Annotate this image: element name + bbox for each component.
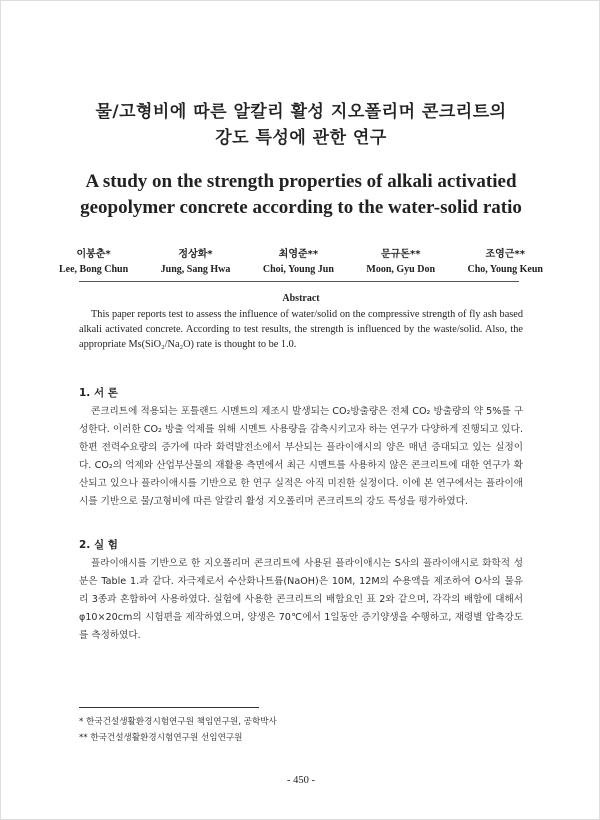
author-3-english-name: Choi, Young Jun [262,264,334,275]
section-2-heading: 2. 실 험 [79,539,118,551]
author-list [59,245,543,275]
author-4-english-name: Moon, Gyu Don [366,264,436,275]
footnote-2: ** 한국건설생활환경시험연구원 선임연구원 [79,733,243,743]
section-2-text: 플라이애시를 기반으로 한 지오폴리머 콘크리트에 사용된 플라이애시는 S사의 플라이애시로 화학적 성분은 Table 1.과 같다. 자극제로서 수산화나트륨(NaOH)은 10M, 12M의 수용액을 제조하여 O사의 물유리 3종과 혼합하여 사용하였다. 실험에 사용한 콘크리트의 배합요인 표 2와 같으며, 각각의 배합에 대해서 φ10×20cm의 시험편을 제작하였으며, 양생은 70℃에서 1일동안 증기양생을 수행하고, 재령별 압축강도를 측정하였다. [79,558,523,641]
page-number: - 450 - [287,775,315,786]
author-5-korean-name: 조영근** [485,249,525,260]
author-1-korean-name: 이봉춘* [76,249,111,260]
author-2 [161,245,231,275]
abstract-heading: Abstract [282,293,320,304]
author-divider [79,281,519,282]
author-1 [59,245,128,275]
korean-title-line-1: 물/고형비에 따른 알칼리 활성 지오폴리머 콘크리트의 [95,102,507,122]
author-5-english-name: Cho, Young Keun [467,264,543,275]
author-2-english-name: Jung, Sang Hwa [160,264,231,275]
footnote-1: * 한국건설생활환경시험연구원 책임연구원, 공학박사 [79,717,277,727]
section-1-heading: 1. 서 론 [79,387,118,399]
author-4-korean-name: 문규돈** [380,249,421,260]
author-3-korean-name: 최영준** [278,249,319,260]
english-title-line-2: geopolymer concrete according to the water-solid ratio [80,197,522,218]
english-title-line-1: A study on the strength properties of alkali activatied [85,171,517,192]
author-1-english-name: Lee, Bong Chun [59,264,129,275]
footnote-divider [79,707,259,708]
author-2-korean-name: 정상화* [178,249,213,260]
author-4 [366,245,435,275]
korean-title-line-2: 강도 특성에 관한 연구 [215,128,387,148]
abstract-text: This paper reports test to assess the influence of water/solid on the compressive strength of fly ash based alkali activated concrete. According to test results, the strength is influenced by the waste/solid. Also, the appropriate Ms(SiO₂/Na₂O) rate is thought to be 1.0. [79,309,523,351]
section-1-text: 콘크리트에 적용되는 포틀랜드 시멘트의 제조시 발생되는 CO₂방출량은 전체 CO₂ 방출량의 약 5%를 구성한다. 이러한 CO₂ 방출 억제를 위해 시멘트 사용량을 감축시키고자 하는 연구가 다양하게 진행되고 있다. 한편 전력수요량의 증가에 따라 화력발전소에서 부산되는 플라이애시의 양은 매년 증대되고 있는 실정이다. CO₂의 억제와 산업부산물의 재활용 측면에서 최근 시멘트를 사용하지 않은 콘크리트에 대한 연구가 확산되고 있으나 플라이애시를 기반으로 한 연구 실적은 아직 미진한 실정이다. 이에 본 연구에서는 플라이애시를 기반으로 물/고형비에 따른 알칼리 활성 지오폴리머 콘크리트의 강도 특성을 평가하였다. [79,406,523,507]
author-3 [263,245,334,275]
author-5 [468,245,544,275]
